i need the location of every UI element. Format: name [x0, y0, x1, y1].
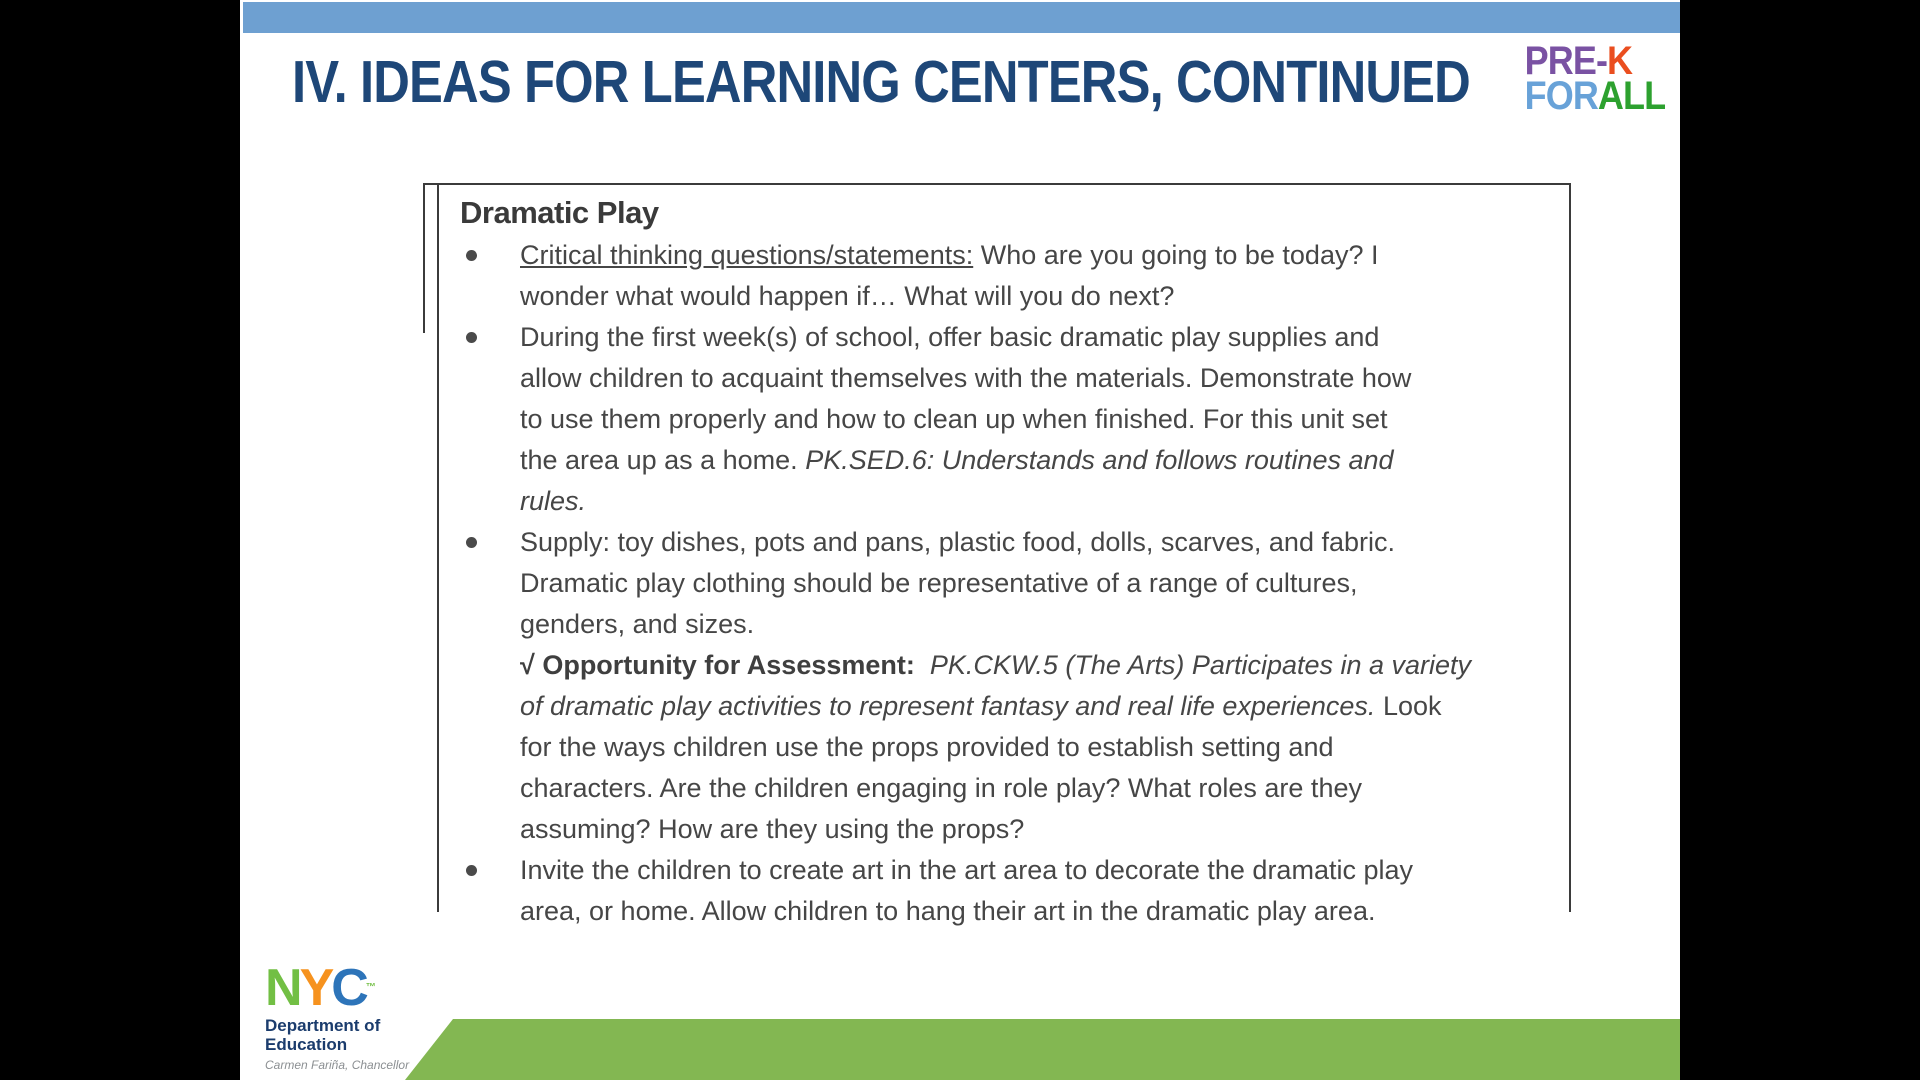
text-box-content — [439, 185, 1569, 932]
text-segment: Look — [1375, 691, 1442, 721]
text-line — [520, 358, 1569, 399]
text-segment: Invite the children to create art in the art area to decorate the dramatic play — [520, 855, 1413, 885]
text-line — [520, 809, 1569, 850]
text-segment: Who are you going to be today? I — [973, 240, 1379, 270]
bullet-item — [520, 235, 1569, 317]
chancellor-label: Carmen Fariña, Chancellor — [265, 1058, 410, 1072]
text-line — [520, 850, 1569, 891]
text-segment: assuming? How are they using the props? — [520, 814, 1025, 844]
text-segment: to use them properly and how to clean up when finished. For this unit set — [520, 404, 1388, 434]
assessment-paragraph — [520, 645, 1569, 850]
text-line — [520, 604, 1569, 645]
bullet-item — [520, 850, 1569, 932]
text-segment: Dramatic play clothing should be representative of a range of cultures, — [520, 568, 1358, 598]
text-segment: PK.CKW.5 (The Arts) Participates in a variety — [929, 650, 1472, 680]
presentation-slide — [240, 0, 1680, 1080]
logo-k-text: K — [1606, 39, 1632, 83]
text-line — [520, 399, 1569, 440]
text-segment: characters. Are the children engaging in role play? What roles are they — [520, 773, 1362, 803]
text-line — [520, 645, 1569, 686]
section-heading: Dramatic Play — [460, 195, 659, 230]
top-accent-bar — [243, 2, 1680, 33]
logo-pre-text: PRE- — [1524, 39, 1607, 83]
text-line — [520, 440, 1569, 481]
text-segment: for the ways children use the props provided to establish setting and — [520, 732, 1334, 762]
bullet-item — [520, 522, 1569, 645]
text-segment: Supply: toy dishes, pots and pans, plastic food, dolls, scarves, and fabric. — [520, 527, 1395, 557]
nyc-doe-logo — [265, 959, 410, 1072]
pre-k-for-all-logo — [1524, 39, 1665, 118]
nyc-letter-n: N — [265, 959, 300, 1017]
text-line — [520, 727, 1569, 768]
department-label — [265, 1016, 409, 1054]
trademark-symbol: ™ — [365, 982, 376, 993]
text-line — [520, 235, 1569, 276]
text-line — [520, 563, 1569, 604]
text-segment: Critical thinking questions/statements: — [520, 240, 974, 270]
text-segment: wonder what would happen if… What will you do next? — [520, 281, 1175, 311]
nyc-wordmark — [265, 959, 409, 1017]
bottom-green-bar — [405, 1019, 1680, 1080]
text-line — [520, 276, 1569, 317]
text-line — [520, 686, 1569, 727]
department-line-1: Department of — [265, 1016, 381, 1035]
nyc-letter-y: Y — [299, 959, 332, 1017]
text-segment: PK.SED.6: Understands and follows routines and — [805, 445, 1394, 475]
text-segment: the area up as a home. — [520, 445, 806, 475]
text-line — [520, 522, 1569, 563]
text-segment: area, or home. Allow children to hang their art in the dramatic play area. — [520, 896, 1376, 926]
bullet-item — [520, 317, 1569, 522]
text-segment: rules. — [520, 486, 587, 516]
logo-for-text: FOR — [1524, 74, 1598, 118]
text-segment: of dramatic play activities to represent fantasy and real life experiences. — [520, 691, 1376, 721]
nyc-letter-c: C — [331, 959, 366, 1017]
text-line — [520, 891, 1569, 932]
bullet-list — [520, 235, 1569, 932]
table-border-overhang-vertical — [423, 183, 425, 333]
logo-line-2 — [1524, 74, 1665, 118]
page-title: IV. IDEAS FOR LEARNING CENTERS, CONTINUED — [292, 49, 1470, 115]
text-segment: √ Opportunity for Assessment: — [520, 650, 915, 680]
text-segment: genders, and sizes. — [520, 609, 755, 639]
logo-all-text: ALL — [1597, 74, 1665, 118]
department-line-2: Education — [265, 1035, 348, 1054]
text-segment: During the first week(s) of school, offer basic dramatic play supplies and — [520, 322, 1380, 352]
dramatic-play-text-box — [437, 183, 1571, 926]
text-line — [520, 481, 1569, 522]
text-line — [520, 768, 1569, 809]
text-segment — [915, 650, 930, 680]
text-segment: allow children to acquaint themselves with the materials. Demonstrate how — [520, 363, 1412, 393]
text-line — [520, 317, 1569, 358]
